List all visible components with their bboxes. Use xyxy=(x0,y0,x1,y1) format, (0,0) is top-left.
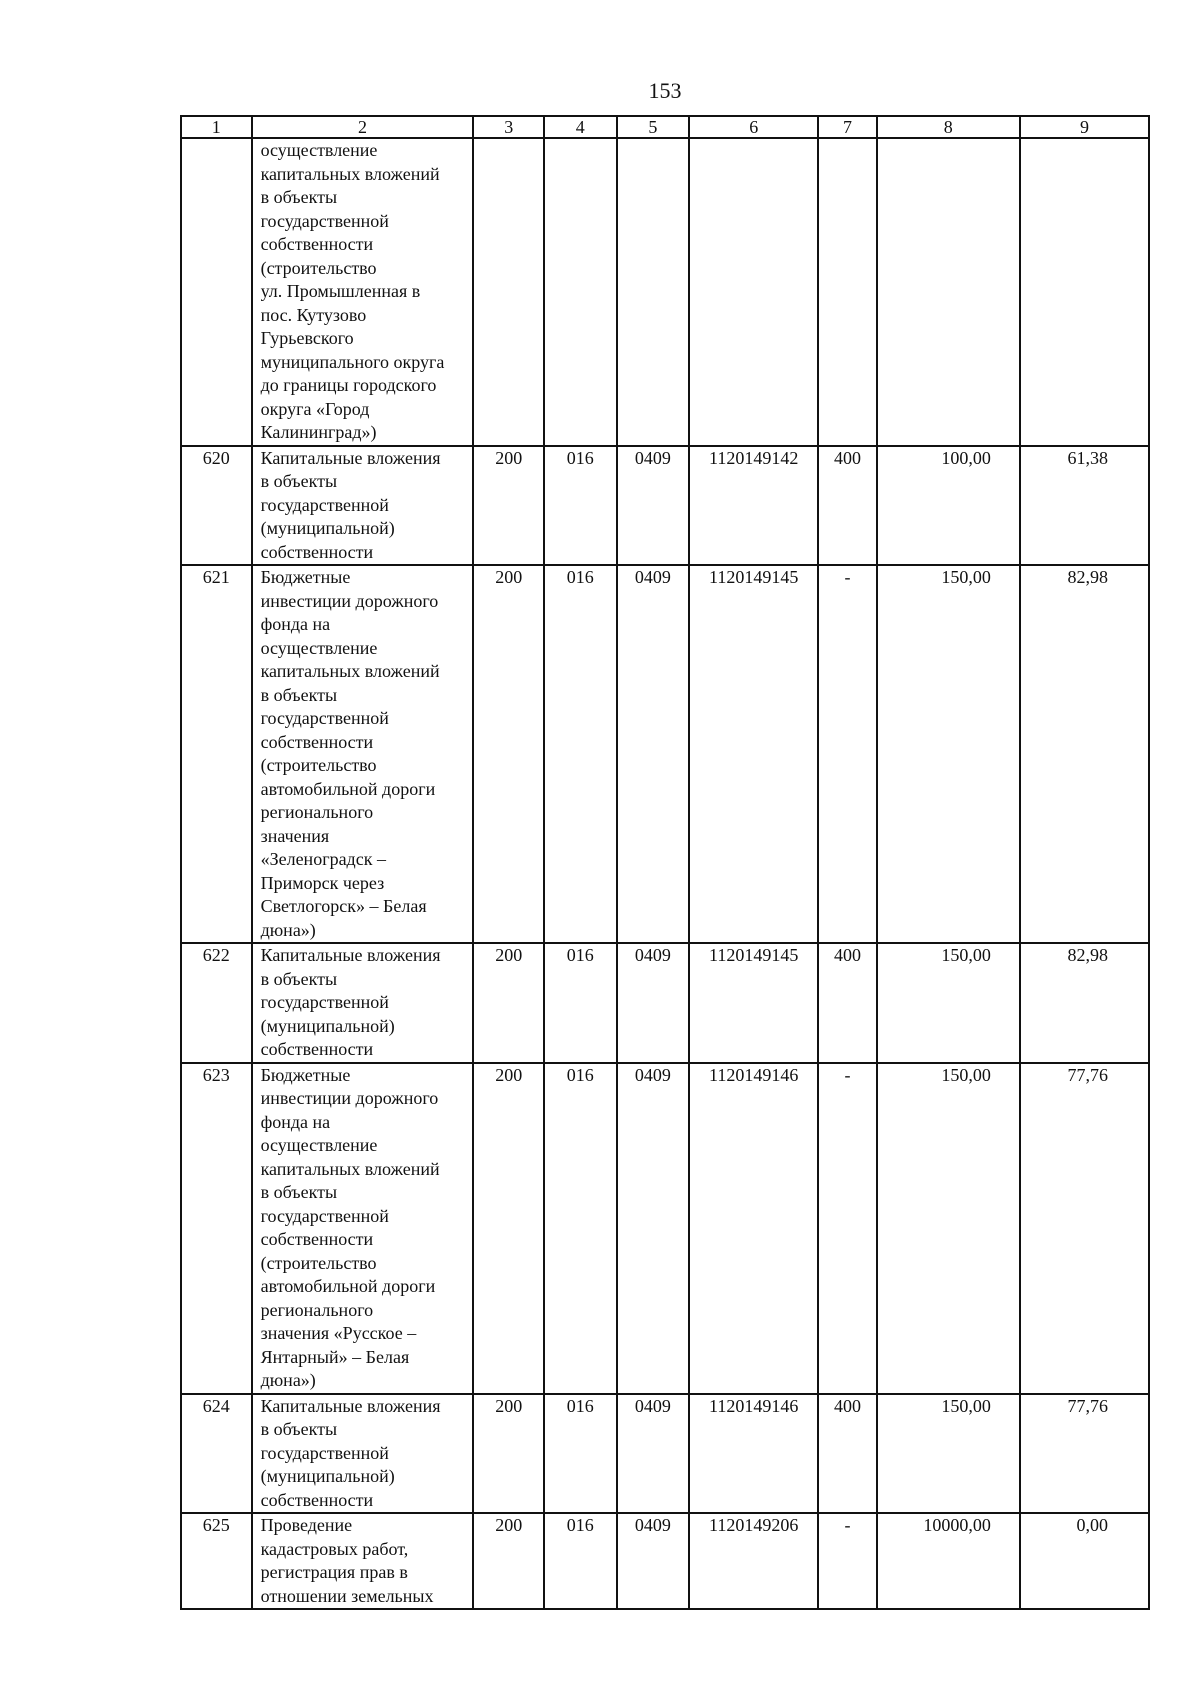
row-description: Бюджетные инвестиции дорожного фонда на осуществление капитальных вложений в объекты государственной собственности (строительство автомобильной дороги регионального значения «Зеленоградск – Приморск через Светлогорск» – Белая дюна») xyxy=(252,565,474,943)
cell-col6: 1120149145 xyxy=(689,565,818,943)
cell-col6: 1120149206 xyxy=(689,1513,818,1609)
table-row xyxy=(181,1394,1149,1514)
cell-col6 xyxy=(689,138,818,446)
cell-col4: 016 xyxy=(544,943,617,1063)
row-number: 624 xyxy=(181,1394,252,1514)
column-header: 7 xyxy=(818,116,876,138)
row-number xyxy=(181,138,252,446)
cell-col4: 016 xyxy=(544,565,617,943)
row-number: 625 xyxy=(181,1513,252,1609)
cell-col9: 61,38 xyxy=(1020,446,1149,566)
row-description: осуществление капитальных вложений в объекты государственной собственности (строительство ул. Промышленная в пос. Кутузово Гурьевского муниципального округа до границы городского округа «Город Калининград») xyxy=(252,138,474,446)
cell-col9: 77,76 xyxy=(1020,1063,1149,1394)
column-header: 5 xyxy=(617,116,690,138)
cell-col6: 1120149146 xyxy=(689,1063,818,1394)
row-description: Капитальные вложения в объекты государственной (муниципальной) собственности xyxy=(252,943,474,1063)
column-header: 6 xyxy=(689,116,818,138)
row-number: 621 xyxy=(181,565,252,943)
budget-table xyxy=(180,115,1150,1610)
table-row xyxy=(181,1063,1149,1394)
cell-col3 xyxy=(473,138,544,446)
table-row xyxy=(181,446,1149,566)
table-row xyxy=(181,138,1149,446)
cell-col4: 016 xyxy=(544,1063,617,1394)
cell-col8: 10000,00 xyxy=(877,1513,1020,1609)
cell-col4: 016 xyxy=(544,1513,617,1609)
cell-col3: 200 xyxy=(473,1513,544,1609)
cell-col6: 1120149145 xyxy=(689,943,818,1063)
cell-col8: 150,00 xyxy=(877,565,1020,943)
cell-col9: 77,76 xyxy=(1020,1394,1149,1514)
cell-col3: 200 xyxy=(473,565,544,943)
table-row xyxy=(181,1513,1149,1609)
column-header: 3 xyxy=(473,116,544,138)
cell-col9: 0,00 xyxy=(1020,1513,1149,1609)
cell-col4 xyxy=(544,138,617,446)
cell-col8: 150,00 xyxy=(877,1063,1020,1394)
column-header: 1 xyxy=(181,116,252,138)
row-description: Проведение кадастровых работ, регистрация прав в отношении земельных xyxy=(252,1513,474,1609)
column-header: 2 xyxy=(252,116,474,138)
cell-col6: 1120149142 xyxy=(689,446,818,566)
cell-col7: 400 xyxy=(818,446,876,566)
cell-col7: - xyxy=(818,565,876,943)
cell-col7: - xyxy=(818,1513,876,1609)
cell-col5: 0409 xyxy=(617,565,690,943)
cell-col9: 82,98 xyxy=(1020,943,1149,1063)
cell-col7: - xyxy=(818,1063,876,1394)
cell-col7: 400 xyxy=(818,1394,876,1514)
table-row xyxy=(181,943,1149,1063)
cell-col5: 0409 xyxy=(617,1513,690,1609)
cell-col5: 0409 xyxy=(617,943,690,1063)
cell-col8 xyxy=(877,138,1020,446)
cell-col7 xyxy=(818,138,876,446)
cell-col5: 0409 xyxy=(617,446,690,566)
cell-col7: 400 xyxy=(818,943,876,1063)
column-header: 4 xyxy=(544,116,617,138)
cell-col4: 016 xyxy=(544,446,617,566)
row-description: Капитальные вложения в объекты государственной (муниципальной) собственности xyxy=(252,1394,474,1514)
cell-col5: 0409 xyxy=(617,1063,690,1394)
page-number: 153 xyxy=(648,78,682,103)
cell-col3: 200 xyxy=(473,1394,544,1514)
row-number: 623 xyxy=(181,1063,252,1394)
cell-col6: 1120149146 xyxy=(689,1394,818,1514)
row-number: 622 xyxy=(181,943,252,1063)
cell-col5 xyxy=(617,138,690,446)
row-description: Бюджетные инвестиции дорожного фонда на осуществление капитальных вложений в объекты государственной собственности (строительство автомобильной дороги регионального значения «Русское – Янтарный» – Белая дюна») xyxy=(252,1063,474,1394)
row-description: Капитальные вложения в объекты государственной (муниципальной) собственности xyxy=(252,446,474,566)
cell-col8: 150,00 xyxy=(877,1394,1020,1514)
cell-col9: 82,98 xyxy=(1020,565,1149,943)
row-number: 620 xyxy=(181,446,252,566)
table-row xyxy=(181,565,1149,943)
cell-col8: 100,00 xyxy=(877,446,1020,566)
cell-col8: 150,00 xyxy=(877,943,1020,1063)
cell-col4: 016 xyxy=(544,1394,617,1514)
cell-col5: 0409 xyxy=(617,1394,690,1514)
cell-col3: 200 xyxy=(473,1063,544,1394)
column-header: 9 xyxy=(1020,116,1149,138)
column-header: 8 xyxy=(877,116,1020,138)
cell-col9 xyxy=(1020,138,1149,446)
cell-col3: 200 xyxy=(473,943,544,1063)
cell-col3: 200 xyxy=(473,446,544,566)
column-number-row xyxy=(181,116,1149,138)
